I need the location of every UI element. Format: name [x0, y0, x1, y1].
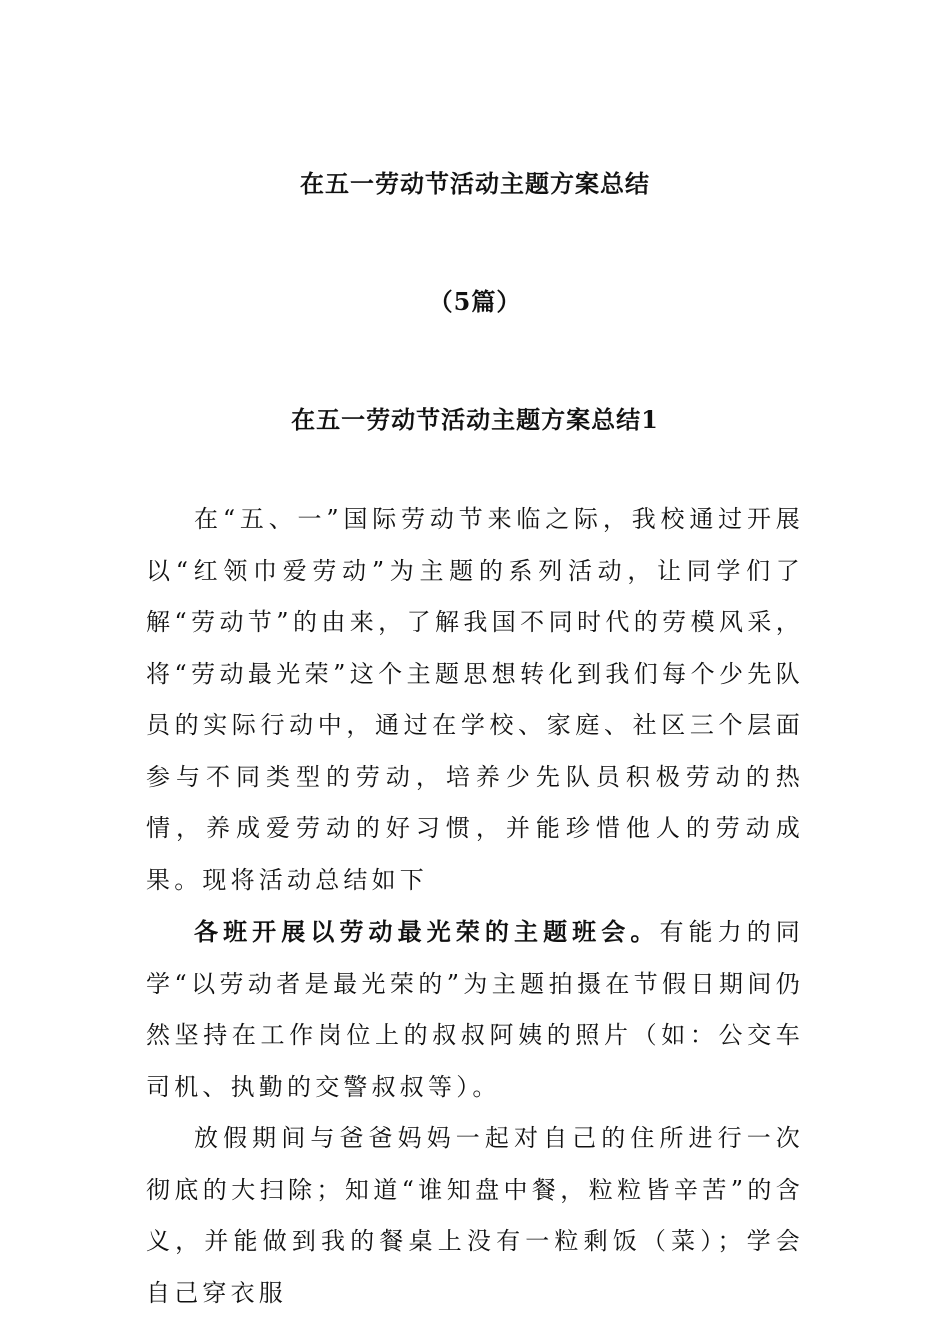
paragraph-holiday-cleaning-text: 放假期间与爸爸妈妈一起对自己的住所进行一次彻底的大扫除；知道“谁知盘中餐，粒粒皆辛苦”的含义，并能做到我的餐桌上没有一粒剩饭（菜）；学会自己穿衣服 — [146, 1124, 804, 1307]
paragraph-heading-bold: 各班开展以劳动最光荣的主题班会。 — [194, 917, 660, 946]
paragraph-intro — [146, 494, 804, 906]
paragraph-class-meeting — [146, 906, 804, 1113]
document-body — [146, 494, 804, 1319]
document-title: 在五一劳动节活动主题方案总结 — [300, 169, 650, 198]
paragraph-holiday-cleaning — [146, 1113, 804, 1319]
section-title: 在五一劳动节活动主题方案总结1 — [291, 405, 659, 434]
paragraph-class-meeting-text: 有能力的同学“以劳动者是最光荣的”为主题拍摄在节假日期间仍然坚持在工作岗位上的叔叔阿姨的照片（如：公交车司机、执勤的交警叔叔等）。 — [146, 918, 804, 1101]
document-subtitle: （5篇） — [428, 287, 522, 316]
paragraph-intro-text: 在“五、一”国际劳动节来临之际，我校通过开展以“红领巾爱劳动”为主题的系列活动，让同学们了解“劳动节”的由来，了解我国不同时代的劳模风采，将“劳动最光荣”这个主题思想转化到我们每个少先队员的实际行动中，通过在学校、家庭、社区三个层面参与不同类型的劳动，培养少先队员积极劳动的热情，养成爱劳动的好习惯，并能珍惜他人的劳动成果。现将活动总结如下 — [146, 505, 804, 894]
